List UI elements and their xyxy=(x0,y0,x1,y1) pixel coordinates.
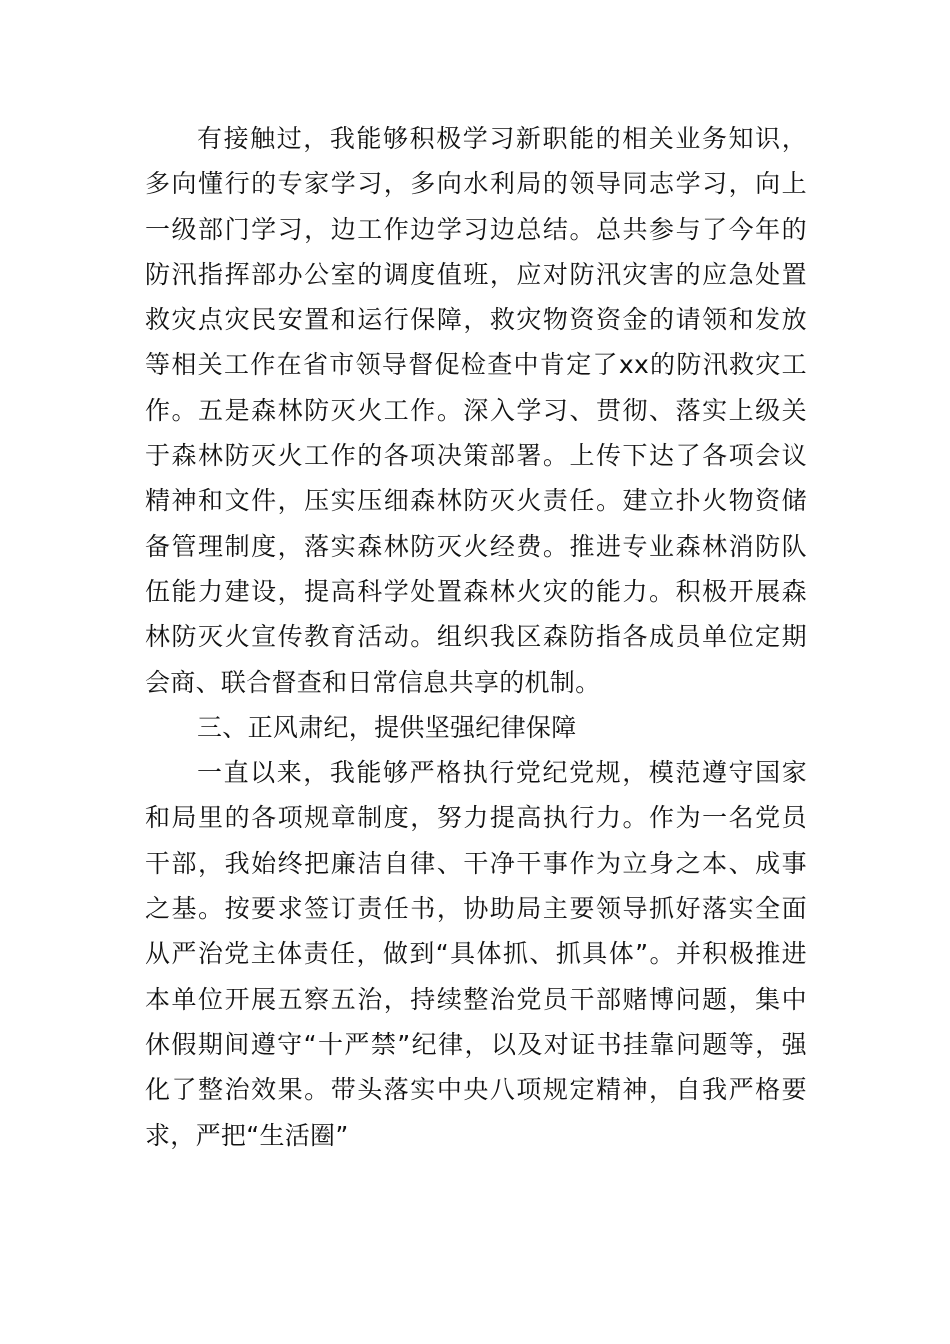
text-line: 于森林防灭火工作的各项决策部署。上传下达了各项会议 xyxy=(145,441,807,471)
text-line: 和局里的各项规章制度，努力提高执行力。作为一名党员 xyxy=(145,803,807,833)
text-line: 之基。按要求签订责任书，协助局主要领导抓好落实全面 xyxy=(145,894,807,924)
text-line: 等相关工作在省市领导督促检查中肯定了xx的防汛救灾工 xyxy=(145,350,807,380)
text-line: 伍能力建设，提高科学处置森林火灾的能力。积极开展森 xyxy=(145,576,807,606)
text-line: 从严治党主体责任，做到“具体抓、抓具体”。并积极推进 xyxy=(145,939,807,969)
section-heading: 三、正风肃纪，提供坚强纪律保障 xyxy=(197,712,577,742)
text-line: 防汛指挥部办公室的调度值班，应对防汛灾害的应急处置 xyxy=(145,259,807,289)
text-line: 备管理制度，落实森林防灭火经费。推进专业森林消防队 xyxy=(145,531,807,561)
text-line: 多向懂行的专家学习，多向水利局的领导同志学习，向上 xyxy=(145,169,807,199)
text-line: 干部，我始终把廉洁自律、干净干事作为立身之本、成事 xyxy=(145,848,807,878)
text-line: 作。五是森林防灭火工作。深入学习、贯彻、落实上级关 xyxy=(145,395,807,425)
document-body xyxy=(145,116,807,1158)
text-line: 一直以来，我能够严格执行党纪党规，模范遵守国家 xyxy=(197,758,807,788)
text-line: 救灾点灾民安置和运行保障，救灾物资资金的请领和发放 xyxy=(145,305,807,335)
text-line: 一级部门学习，边工作边学习边总结。总共参与了今年的 xyxy=(145,214,807,244)
text-line: 精神和文件，压实压细森林防灭火责任。建立扑火物资储 xyxy=(145,486,807,516)
text-line: 求，严把“生活圈” xyxy=(145,1120,349,1150)
text-line: 有接触过，我能够积极学习新职能的相关业务知识， xyxy=(197,124,807,153)
text-line: 化了整治效果。带头落实中央八项规定精神，自我严格要 xyxy=(145,1075,807,1105)
text-line: 会商、联合督查和日常信息共享的机制。 xyxy=(145,667,601,697)
text-line: 休假期间遵守“十严禁”纪律，以及对证书挂靠问题等，强 xyxy=(145,1029,807,1059)
text-line: 本单位开展五察五治，持续整治党员干部赌博问题，集中 xyxy=(145,984,807,1014)
text-line: 林防灭火宣传教育活动。组织我区森防指各成员单位定期 xyxy=(145,622,807,652)
